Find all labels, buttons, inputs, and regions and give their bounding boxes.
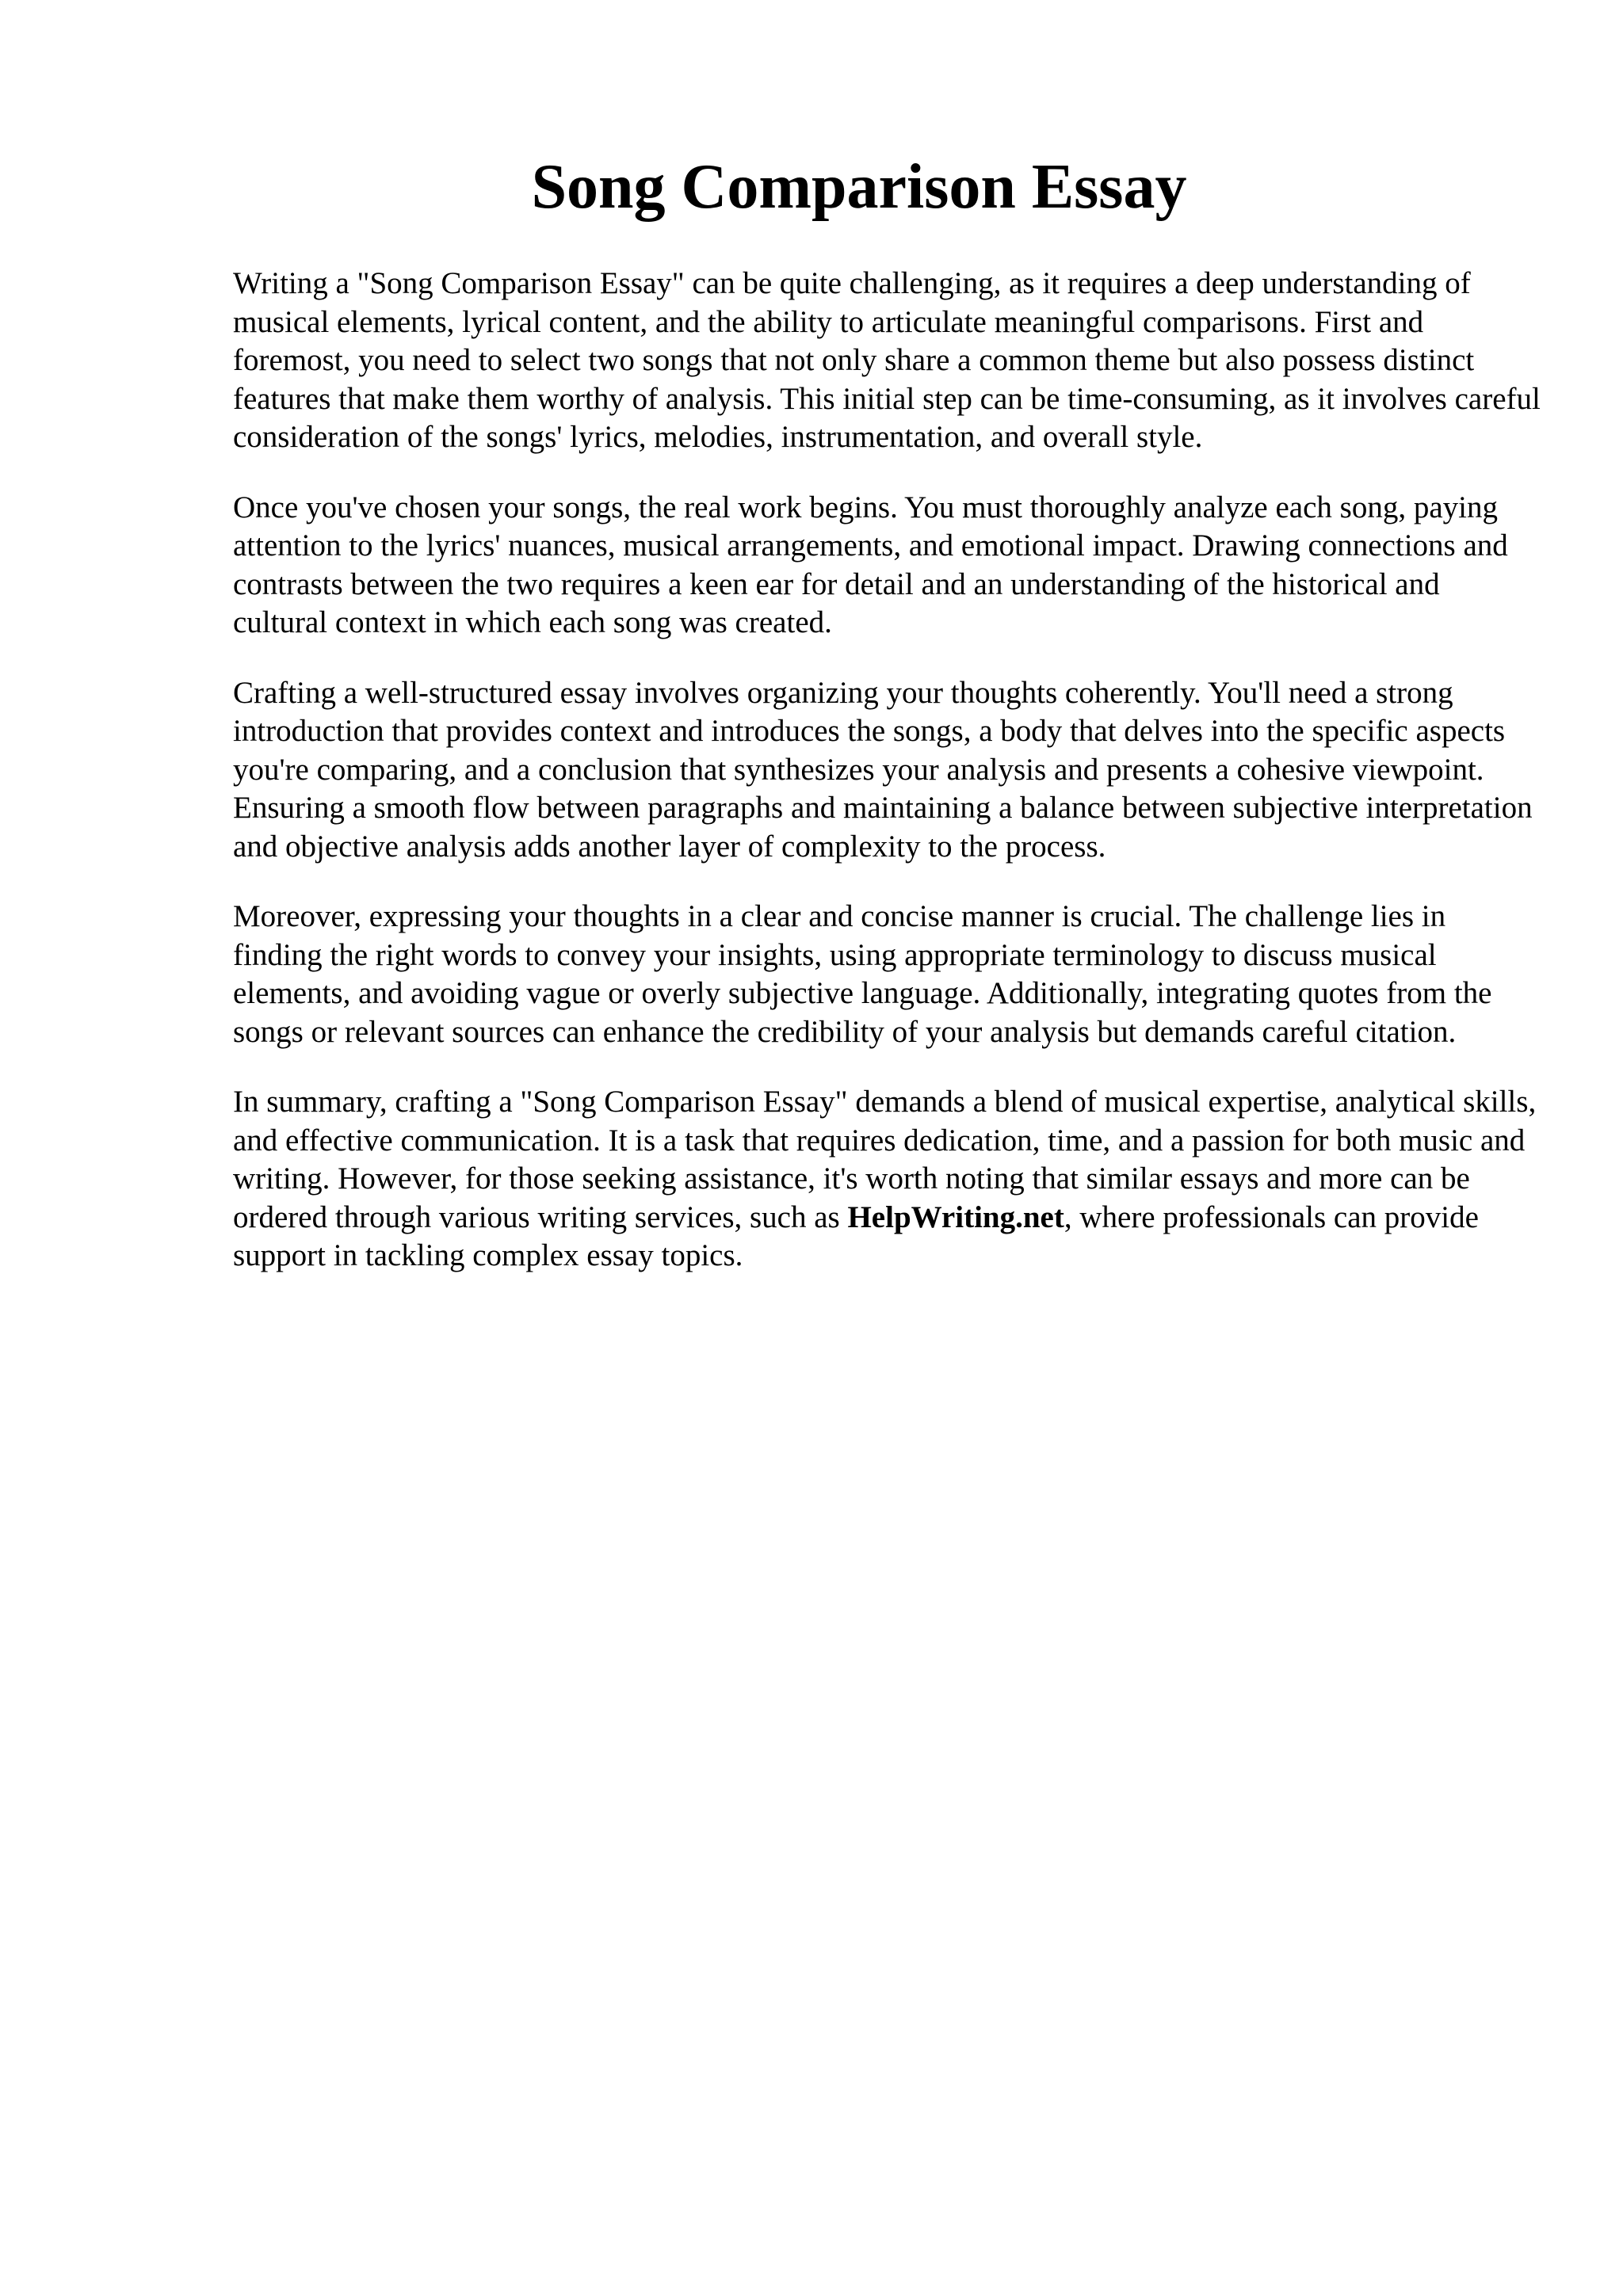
- paragraph-5: [233, 1083, 1541, 1276]
- paragraph-5-text-before-link: In summary, crafting a "Song Comparison Essay" demands a blend of musical expertise, analytical skills, and effective communication. It is a task that requires dedication, time, and a passion for both music and writing. However, for those seeking assistance, it's worth noting that similar essays and more can be ordered through various writing services, such as: [233, 1085, 1537, 1234]
- paragraph-1: Writing a "Song Comparison Essay" can be quite challenging, as it requires a deep understanding of musical elements, lyrical content, and the ability to articulate meaningful comparisons. First and foremost, you need to select two songs that not only share a common theme but also possess distinct features that make them worthy of analysis. This initial step can be time-consuming, as it involves careful consideration of the songs' lyrics, melodies, instrumentation, and overall style.: [233, 266, 1541, 454]
- paragraph-3: Crafting a well-structured essay involves organizing your thoughts coherently. You'll need a strong introduction that provides context and introduces the songs, a body that delves into the specific aspects you're comparing, and a conclusion that synthesizes your analysis and presents a cohesive viewpoint. Ensuring a smooth flow between paragraphs and maintaining a balance between subjective interpretation and objective analysis adds another layer of complexity to the process.: [233, 675, 1533, 864]
- document-title: Song Comparison Essay: [531, 152, 1187, 222]
- helpwriting-link[interactable]: HelpWriting.net: [847, 1199, 1064, 1234]
- document-page: [233, 151, 1541, 1307]
- paragraph-5-text-after-link: , where professionals can provide support in tackling complex essay topics.: [233, 1199, 1479, 1272]
- paragraph-2: Once you've chosen your songs, the real work begins. You must thoroughly analyze each song, paying attention to the lyrics' nuances, musical arrangements, and emotional impact. Drawing connections and contrasts between the two requires a keen ear for detail and an understanding of the historical and cultural context in which each song was created.: [233, 490, 1508, 639]
- paragraph-4: Moreover, expressing your thoughts in a clear and concise manner is crucial. The challenge lies in finding the right words to convey your insights, using appropriate terminology to discuss musical elements, and avoiding vague or overly subjective language. Additionally, integrating quotes from the songs or relevant sources can enhance the credibility of your analysis but demands careful citation.: [233, 899, 1492, 1049]
